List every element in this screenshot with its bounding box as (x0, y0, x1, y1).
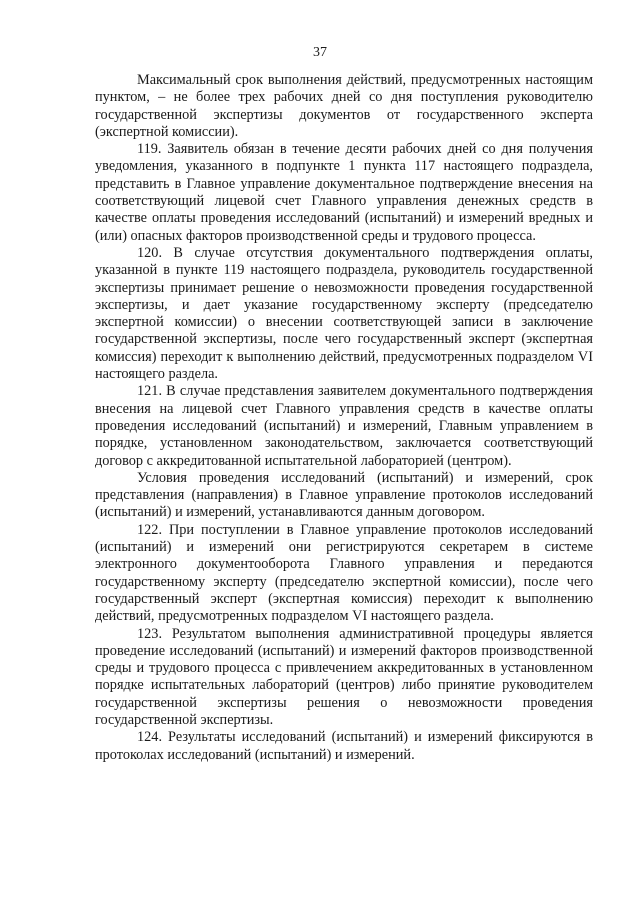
document-body (95, 72, 593, 764)
paragraph-121: 121. В случае представления заявителем документального подтверждения внесения на лицевой счет Главного управления средств в качестве оплаты проведения исследований (испытаний) и измерений, Главным управлением в порядке, установленном законодательством, заключается соответствующий договор с аккредитованной испытательной лабораторией (центром). (95, 383, 593, 469)
paragraph-120: 120. В случае отсутствия документального подтверждения оплаты, указанной в пункте 119 настоящего подраздела, руководитель государственной экспертизы принимает решение о невозможности проведения государственной экспертизы, и дает указание государственному эксперту (председателю экспертной комиссии) о внесении соответствующей записи в заключение государственной экспертизы, после чего государственный эксперт (экспертная комиссия) переходит к выполнению действий, предусмотренных подразделом VI настоящего раздела. (95, 244, 593, 383)
paragraph-122: 122. При поступлении в Главное управление протоколов исследований (испытаний) и измерений они регистрируются секретарем в системе электронного документооборота Главного управления и передаются государственному эксперту (председателю экспертной комиссии), после чего государственный эксперт (экспертная комиссия) переходит к выполнению действий, предусмотренных подразделом VI настоящего раздела. (95, 521, 593, 625)
paragraph-conditions: Условия проведения исследований (испытаний) и измерений, срок представления (направления) в Главное управление протоколов исследований (испытаний) и измерений, устанавливаются данным договором. (95, 469, 593, 521)
paragraph-119: 119. Заявитель обязан в течение десяти рабочих дней со дня получения уведомления, указанного в подпункте 1 пункта 117 настоящего подраздела, представить в Главное управление документальное подтверждение внесения на соответствующий лицевой счет Главного управления денежных средств в качестве оплаты проведения исследований (испытаний) и измерений вредных и (или) опасных факторов производственной среды и трудового процесса. (95, 141, 593, 244)
paragraph-124: 124. Результаты исследований (испытаний) и измерений фиксируются в протоколах исследований (испытаний) и измерений. (95, 729, 593, 763)
paragraph-123: 123. Результатом выполнения административной процедуры является проведение исследований (испытаний) и измерений факторов производственной среды и трудового процесса с привлечением аккредитованных в установленном порядке испытательных лабораторий (центров) либо принятие руководителем государственной экспертизы решения о невозможности проведения государственной экспертизы. (95, 625, 593, 728)
paragraph-max-term: Максимальный срок выполнения действий, предусмотренных настоящим пунктом, – не более трех рабочих дней со дня поступления руководителю государственной экспертизы документов от государственного эксперта (экспертной комиссии). (95, 72, 593, 140)
page-number: 37 (313, 45, 327, 60)
